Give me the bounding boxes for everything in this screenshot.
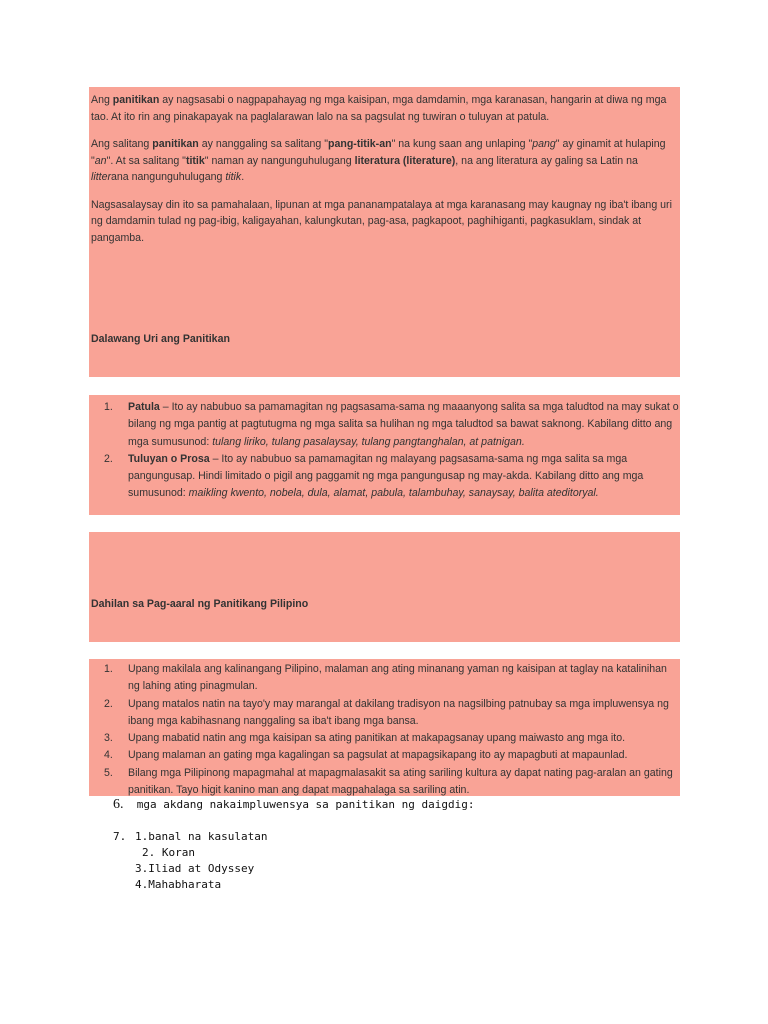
reasons-list [89,661,680,799]
source-works-list [135,829,267,893]
source-work: 3.Iliad at Odyssey [135,862,255,875]
source-work: 1.banal na kasulatan [135,830,268,843]
reasons-heading-section [89,532,680,642]
list-item: 4. Upang malaman an gating mga kagalingan sa pagsulat at mapagsikapang ito ay mapagbuti at mapaunlad. [104,749,628,762]
list-item-6: 6. mga akdang nakaimpluwensya sa panitikan ng daigdig: [113,797,475,812]
source-work: 4.Mahabharata [135,878,222,891]
section-heading-reasons: Dahilan sa Pag-aaral ng Panitikang Pilipino [91,598,309,610]
section-heading-types: Dalawang Uri ang Panitikan [91,333,230,345]
list-item: 2. Tuluyan o Prosa – Ito ay nabubuo sa pamamagitan ng malayang pagsasama-sama ng mga salita sa mga pangungusap. Hindi limitado o pigil ang paggamit ng mga pangungusap ng may-akda. Kabilang ditto ang mga sumusunod: maikling kwento, nobela, dula, alamat, pabula, talambuhay, sanaysay, balita ateditoryal. [104,452,644,500]
list-item: 1. Upang makilala ang kalinangang Pilipino, malaman ang ating minanang yaman ng kaisipan at taglay na katalinihan ng lahing ating pinagmulan. [104,663,667,693]
list-item: 5. Bilang mga Pilipinong mapagmahal at mapagmalasakit sa ating sariling kultura ay dapat nating pag-aralan an gating panitikan. Tayo higit kanino man ang dapat magpahalaga sa sariling atin. [104,766,673,797]
intro-section [89,87,680,377]
list-item: 3. Upang mabatid natin ang mga kaisipan sa ating panitikan at makapagsanay upang maiwasto ang mga ito. [104,732,626,745]
list-item: 2. Upang matalos natin na tayo'y may marangal at dakilang tradisyon na nagsilbing patnubay sa mga impluwensya ng ibang mga kabihasnang nanggaling sa iba't ibang mga bansa. [104,697,669,727]
list-item: 1. Patula – Ito ay nabubuo sa pamamagitan ng pagsasama-sama ng maaanyong salita sa mga taludtod na may sukat o bilang ng mga pantig at pagtutugma ng mga salita sa hulihan ng mga taludtod sa bawat saknong. Kabilang ditto ang mga sumusunod: tulang liriko, tulang pasalaysay, tulang pangtanghalan, at patnigan. [104,401,679,448]
intro-paragraph-2: Ang salitang panitikan ay nanggaling sa salitang "pang-titik-an" na kung saan ang unlaping "pang" ay ginamit at hulaping "an". At sa salitang "titik" naman ay nangunguhulugang literatura (literature), na ang literatura ay galing sa Latin na litterana nangunguhulugang titik. [91,138,666,183]
intro-paragraph-3: Nagsasalaysay din ito sa pamahalaan, lipunan at mga pananampatalaya at mga karanasang may kaugnay ng iba't ibang uri ng damdamin tulad ng pag-ibig, kaligayahan, kalungkutan, pag-asa, pagkapoot, paghihiganti, pagkasuklam, sindak at pangamba. [91,198,672,244]
intro-paragraph-1: Ang panitikan ay nagsasabi o nagpapahayag ng mga kaisipan, mga damdamin, mga karanasan, hangarin at diwa ng mga tao. At ito rin ang pinakapayak na paglalarawan lalo na sa pagsulat ng tuwiran o tuluyan at patula. [91,94,667,123]
types-list [89,399,680,503]
reasons-section [89,659,680,796]
types-section [89,395,680,515]
source-work: 2. Koran [142,846,195,859]
